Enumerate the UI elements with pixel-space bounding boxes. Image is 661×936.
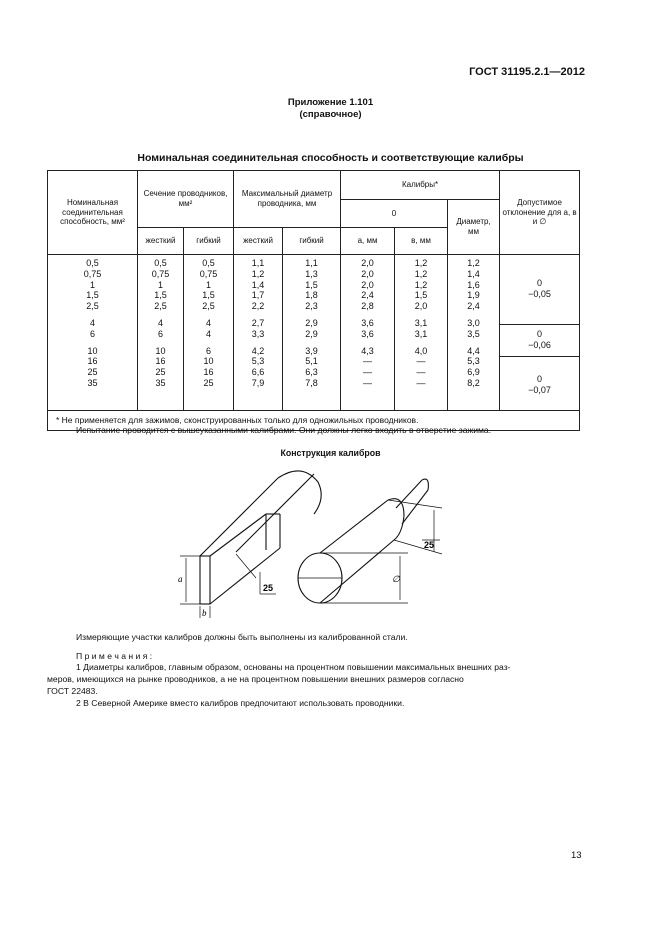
label-25-left: 25: [263, 583, 274, 593]
table-cell: 4: [206, 328, 212, 339]
label-25-right: 25: [424, 540, 435, 550]
table-cell: 3,9: [305, 345, 318, 356]
table-cell: 35: [87, 377, 98, 388]
round-gauge-drawing: [298, 479, 442, 603]
table-cell: 1,2: [414, 258, 428, 268]
header-tolerance: Допустимое отклонение для a, в и ∅: [500, 171, 580, 255]
table-cell: 16: [155, 356, 166, 367]
col-dmax-flexible: [283, 255, 341, 411]
tolerance-group: [500, 357, 579, 410]
table-cell: 5,3: [251, 356, 265, 367]
tolerance-value: 0: [537, 329, 543, 340]
tolerance-value: −0,05: [528, 289, 551, 300]
col-capacity: [48, 255, 138, 411]
table-cell: 10: [87, 345, 98, 356]
table-cell: 1,1: [251, 258, 265, 268]
table-cell: —: [416, 356, 426, 367]
table-cell: 1,5: [86, 290, 99, 301]
table-cell: 10: [203, 356, 214, 367]
header-form-a: 0: [341, 200, 448, 228]
header-section: Сечение проводников, мм²: [138, 171, 234, 228]
table-cell: 25: [203, 377, 214, 388]
table-cell: 1: [206, 279, 212, 290]
table-cell: 1,4: [251, 279, 265, 290]
table-cell: 2,3: [305, 301, 318, 312]
table-cell: 3,1: [414, 328, 428, 339]
table-cell: 0,75: [151, 268, 170, 279]
table-cell: 5,1: [305, 356, 318, 367]
table-cell: 4: [206, 317, 212, 328]
col-rigid: [138, 255, 184, 411]
tolerance-value: 0: [537, 278, 543, 289]
table-cell: 2,9: [305, 328, 318, 339]
table-cell: 1: [157, 279, 163, 290]
table-cell: 1,6: [467, 279, 480, 290]
table-cell: 1,2: [414, 268, 428, 279]
table-cell: 1,2: [414, 279, 428, 290]
table-cell: 10: [155, 345, 166, 356]
table-title: Номинальная соединительная способность и соответствующие калибры: [137, 152, 524, 164]
table-cell: 8,2: [467, 377, 480, 388]
table-cell: 6: [206, 345, 212, 356]
notes-heading: П р и м е ч а н и я :: [76, 651, 153, 661]
table-cell: 35: [155, 377, 166, 388]
table-cell: 1: [89, 279, 95, 290]
note-1-line-3: ГОСТ 22483.: [47, 686, 98, 696]
table-cell: 2,8: [361, 301, 374, 312]
annex-title: Приложение 1.101: [287, 97, 374, 108]
gauge-table: [47, 170, 580, 431]
col-flexible: [184, 255, 234, 411]
table-cell: 4,3: [361, 345, 374, 356]
table-cell: 2,5: [86, 301, 99, 312]
gauge-drawing: [170, 468, 460, 618]
col-diameter: [448, 255, 500, 411]
table-cell: 2,9: [305, 317, 318, 328]
table-cell: 7,9: [251, 377, 265, 388]
table-cell: 3,3: [251, 328, 265, 339]
table-cell: 3,6: [361, 328, 374, 339]
table-cell: 3,1: [414, 317, 428, 328]
col-dmax-rigid: [234, 255, 283, 411]
table-cell: 3,6: [361, 317, 374, 328]
table-cell: 2,5: [154, 301, 167, 312]
table-cell: 3,0: [467, 317, 480, 328]
table-cell: 4,2: [251, 345, 265, 356]
table-cell: 2,4: [361, 290, 374, 301]
table-cell: 1,5: [154, 290, 167, 301]
header-gauges: Калибры*: [341, 171, 500, 200]
table-cell: 6: [157, 328, 163, 339]
table-cell: 2,7: [251, 317, 265, 328]
tolerance-value: −0,07: [528, 384, 551, 395]
label-b: b: [202, 608, 207, 618]
table-cell: 6,9: [467, 367, 480, 378]
test-paragraph: Испытание проводится с вышеуказанными калибрами. Они должны легко входить в отверстие зажима.: [76, 425, 492, 435]
table-cell: 4: [157, 317, 163, 328]
table-cell: 5,3: [467, 356, 480, 367]
table-cell: 0,5: [86, 258, 99, 268]
tolerance-group: [500, 258, 579, 325]
table-cell: 0,5: [154, 258, 167, 268]
table-cell: 1,2: [251, 268, 265, 279]
header-a-mm: a, мм: [341, 228, 395, 255]
material-paragraph: Измеряющие участки калибров должны быть выполнены из калиброванной стали.: [76, 632, 408, 642]
col-tolerance: [500, 255, 580, 411]
table-cell: 3,5: [467, 328, 480, 339]
table-cell: 4,4: [467, 345, 480, 356]
table-cell: 2,0: [361, 258, 374, 268]
header-capacity: Номинальная соединительная способность, мм²: [48, 171, 138, 255]
table-cell: 2,0: [414, 301, 428, 312]
table-cell: 2,5: [202, 301, 215, 312]
table-cell: 7,8: [305, 377, 318, 388]
tolerance-value: 0: [537, 373, 543, 384]
table-cell: 25: [155, 367, 166, 378]
table-cell: 6: [89, 328, 95, 339]
table-cell: 16: [203, 367, 214, 378]
table-cell: —: [416, 367, 426, 378]
table-cell: 2,0: [361, 279, 374, 290]
header-max-diameter: Максимальный диаметр проводника, мм: [234, 171, 341, 228]
table-cell: 1,8: [305, 290, 318, 301]
table-cell: 25: [87, 367, 98, 378]
tolerance-value: −0,06: [528, 340, 551, 350]
table-cell: 16: [87, 356, 98, 367]
table-cell: 0,75: [199, 268, 218, 279]
table-cell: 6,3: [305, 367, 318, 378]
header-rigid-2: жесткий: [234, 228, 283, 255]
table-cell: 1,5: [202, 290, 215, 301]
label-diameter: ∅: [392, 574, 400, 584]
note-1-line-1: 1 Диаметры калибров, главным образом, основаны на процентном повышении максимальных внешних раз-: [76, 662, 511, 672]
table-cell: 1,5: [305, 279, 318, 290]
table-footnote: * Не применяется для зажимов, сконструированных только для одножильных проводников.: [48, 410, 580, 430]
table-cell: 1,4: [467, 268, 480, 279]
header-flexible: гибкий: [184, 228, 234, 255]
header-flexible-2: гибкий: [283, 228, 341, 255]
table-cell: 1,9: [467, 290, 480, 301]
page-number: 13: [571, 850, 582, 861]
table-cell: 1,2: [467, 258, 480, 268]
table-cell: 0,5: [202, 258, 215, 268]
header-diameter: Диаметр, мм: [448, 200, 500, 255]
table-cell: —: [363, 356, 373, 367]
flat-gauge-drawing: [180, 471, 321, 618]
tolerance-group: [500, 325, 579, 357]
table-cell: 1,3: [305, 268, 318, 279]
col-a: [341, 255, 395, 411]
table-cell: 1,7: [251, 290, 265, 301]
table-cell: 2,2: [251, 301, 265, 312]
note-2: 2 В Северной Америке вместо калибров предпочитают использовать проводники.: [76, 698, 405, 708]
table-cell: 2,4: [467, 301, 480, 312]
table-cell: 2,0: [361, 268, 374, 279]
figure-title: Конструкция калибров: [280, 448, 381, 458]
table-cell: 4,0: [414, 345, 428, 356]
col-b: [395, 255, 448, 411]
table-cell: 1,5: [414, 290, 428, 301]
annex-subtitle: (справочное): [299, 109, 362, 120]
table-cell: 4: [89, 317, 95, 328]
header-b-mm: в, мм: [395, 228, 448, 255]
table-cell: 6,6: [251, 367, 265, 378]
table-cell: —: [363, 367, 373, 378]
note-1-line-2: меров, имеющихся на рынке проводников, а не на процентном повышении внешних размеров согласно: [47, 674, 464, 684]
label-a: a: [178, 574, 183, 584]
table-cell: 0,75: [83, 268, 102, 279]
table-cell: —: [416, 377, 426, 388]
table-cell: 1,1: [305, 258, 318, 268]
header-rigid: жесткий: [138, 228, 184, 255]
document-id: ГОСТ 31195.2.1—2012: [469, 66, 585, 78]
table-cell: —: [363, 377, 373, 388]
